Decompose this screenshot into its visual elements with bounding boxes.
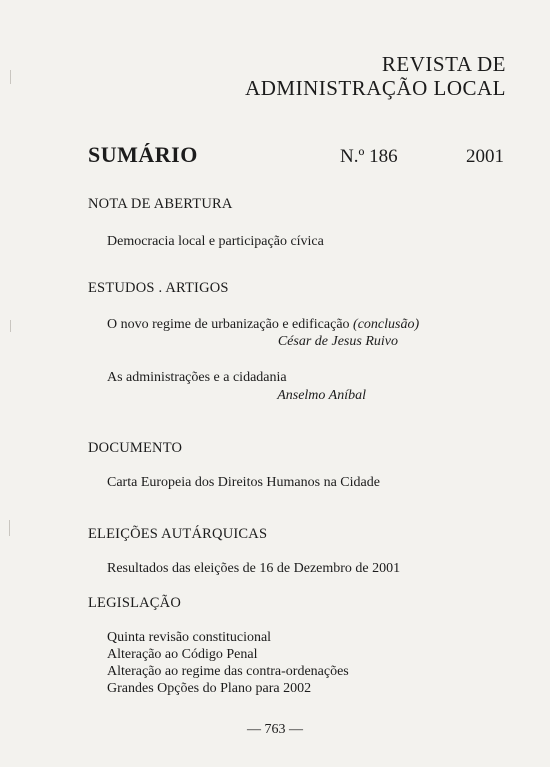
section-heading-eleicoes-autarquicas: ELEIÇÕES AUTÁRQUICAS	[88, 526, 268, 542]
section-heading-legislacao: LEGISLAÇÃO	[88, 595, 182, 611]
page-number: — 763 —	[247, 722, 303, 737]
entry-title: O novo regime de urbanização e edificação	[107, 317, 350, 332]
entry-title: As administrações e a cidadania	[107, 370, 287, 385]
entry-title-line	[107, 317, 419, 333]
section-heading-documento: DOCUMENTO	[88, 440, 183, 456]
entry-title: Alteração ao regime das contra-ordenações	[107, 664, 349, 679]
issue-year: 2001	[466, 146, 504, 167]
contents-title: SUMÁRIO	[88, 142, 198, 167]
entry-author: Anselmo Aníbal	[277, 388, 366, 403]
entry-title: Alteração ao Código Penal	[107, 647, 258, 662]
journal-title-line2: ADMINISTRAÇÃO LOCAL	[245, 76, 506, 100]
entry-title: Quinta revisão constitucional	[107, 630, 272, 645]
entry-title: Democracia local e participação cívica	[107, 234, 324, 249]
issue-number: N.º 186	[340, 146, 398, 167]
scan-mark	[10, 70, 11, 84]
entry-title: Resultados das eleições de 16 de Dezembro de 2001	[107, 561, 401, 576]
entry-author: César de Jesus Ruivo	[277, 334, 398, 349]
entry-title: Carta Europeia dos Direitos Humanos na Cidade	[107, 475, 380, 490]
section-heading-estudos-artigos: ESTUDOS . ARTIGOS	[88, 280, 229, 296]
scan-mark	[9, 520, 10, 536]
scan-mark	[10, 320, 11, 332]
journal-title-line1: REVISTA DE	[381, 52, 506, 76]
section-heading-nota-de-abertura: NOTA DE ABERTURA	[88, 196, 233, 212]
entry-note: (conclusão)	[353, 317, 420, 332]
entry-title: Grandes Opções do Plano para 2002	[107, 681, 312, 696]
